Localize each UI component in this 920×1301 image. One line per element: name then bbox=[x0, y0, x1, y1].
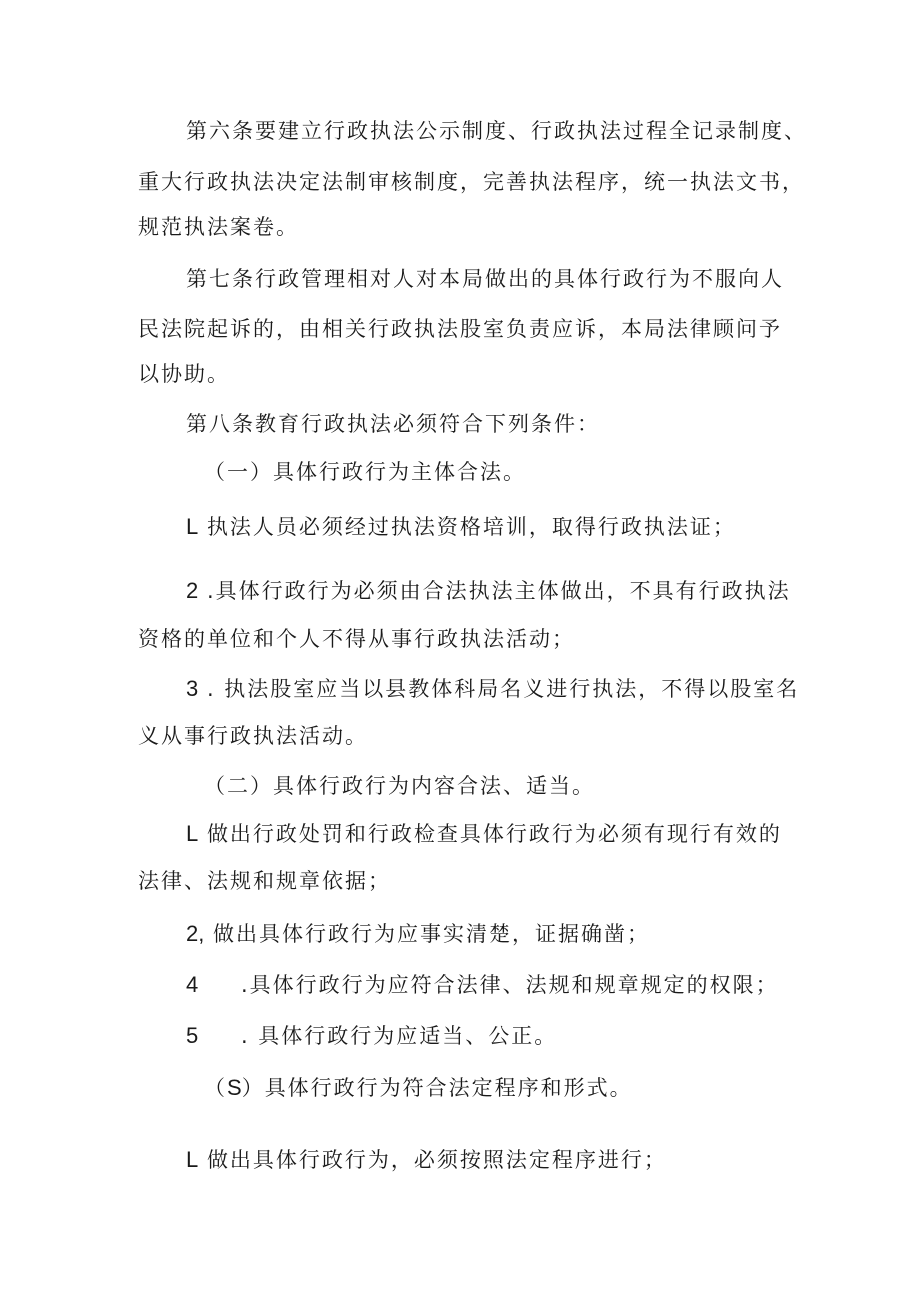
section-1-item-3-line-2: 义从事行政执法活动。 bbox=[138, 724, 368, 748]
item-marker: 4 bbox=[186, 972, 199, 997]
section-1-item-2-line-2: 资格的单位和个人不得从事行政执法活动； bbox=[138, 627, 575, 651]
item-text: .具体行政行为应符合法律、法规和规章规定的权限； bbox=[240, 973, 779, 997]
item-marker: L bbox=[186, 821, 199, 846]
item-text: .具体行政行为必须由合法执法主体做出，不具有行政执法 bbox=[206, 579, 791, 603]
item-marker: 2, bbox=[186, 921, 205, 946]
article-6-line-1: 第六条要建立行政执法公示制度、行政执法过程全记录制度、 bbox=[186, 119, 807, 143]
section-2-item-1-line-2: 法律、法规和规章依据； bbox=[138, 869, 391, 893]
section-3-item-1 bbox=[186, 1145, 667, 1175]
item-text: 做出具体行政行为，必须按照法定程序进行； bbox=[206, 1148, 667, 1172]
section-1-item-3-line-1 bbox=[186, 674, 799, 704]
article-7-line-3: 以协助。 bbox=[138, 362, 230, 386]
item-marker: 3 bbox=[186, 676, 199, 701]
item-text: 做出具体行政行为应事实清楚，证据确凿； bbox=[213, 922, 651, 946]
section-2-item-4 bbox=[186, 970, 779, 1000]
item-marker: L bbox=[186, 514, 199, 539]
section-2-heading: （二）具体行政行为内容合法、适当。 bbox=[204, 774, 595, 798]
section-1-heading: （一）具体行政行为主体合法。 bbox=[204, 460, 526, 484]
section-marker: S bbox=[227, 1075, 242, 1100]
article-7-line-2: 民法院起诉的，由相关行政执法股室负责应诉，本局法律顾问予 bbox=[138, 317, 782, 341]
item-text: . 具体行政行为应适当、公正。 bbox=[240, 1024, 558, 1048]
section-marker-open: （ bbox=[204, 1076, 227, 1100]
item-text: 做出行政处罚和行政检查具体行政行为必须有现行有效的 bbox=[206, 822, 782, 846]
section-2-item-2 bbox=[186, 919, 650, 949]
article-8-heading: 第八条教育行政执法必须符合下列条件： bbox=[186, 412, 600, 436]
section-2-item-1-line-1 bbox=[186, 819, 782, 849]
section-text: 具体行政行为符合法定程序和形式。 bbox=[264, 1076, 633, 1100]
article-7-line-1: 第七条行政管理相对人对本局做出的具体行政行为不服向人 bbox=[186, 267, 784, 291]
section-1-item-2-line-1 bbox=[186, 576, 791, 606]
item-marker: 5 bbox=[186, 1023, 199, 1048]
section-3-heading bbox=[204, 1073, 633, 1103]
item-text: 执法人员必须经过执法资格培训，取得行政执法证； bbox=[206, 515, 736, 539]
item-marker: 2 bbox=[186, 578, 199, 603]
article-6-line-2: 重大行政执法决定法制审核制度，完善执法程序，统一执法文书， bbox=[138, 170, 805, 194]
section-marker-close: ） bbox=[241, 1076, 265, 1100]
item-text: . 执法股室应当以县教体科局名义进行执法，不得以股室名 bbox=[206, 677, 800, 701]
item-marker: L bbox=[186, 1147, 199, 1172]
section-2-item-5 bbox=[186, 1021, 557, 1051]
article-6-line-3: 规范执法案卷。 bbox=[138, 215, 299, 239]
section-1-item-1 bbox=[186, 512, 736, 542]
